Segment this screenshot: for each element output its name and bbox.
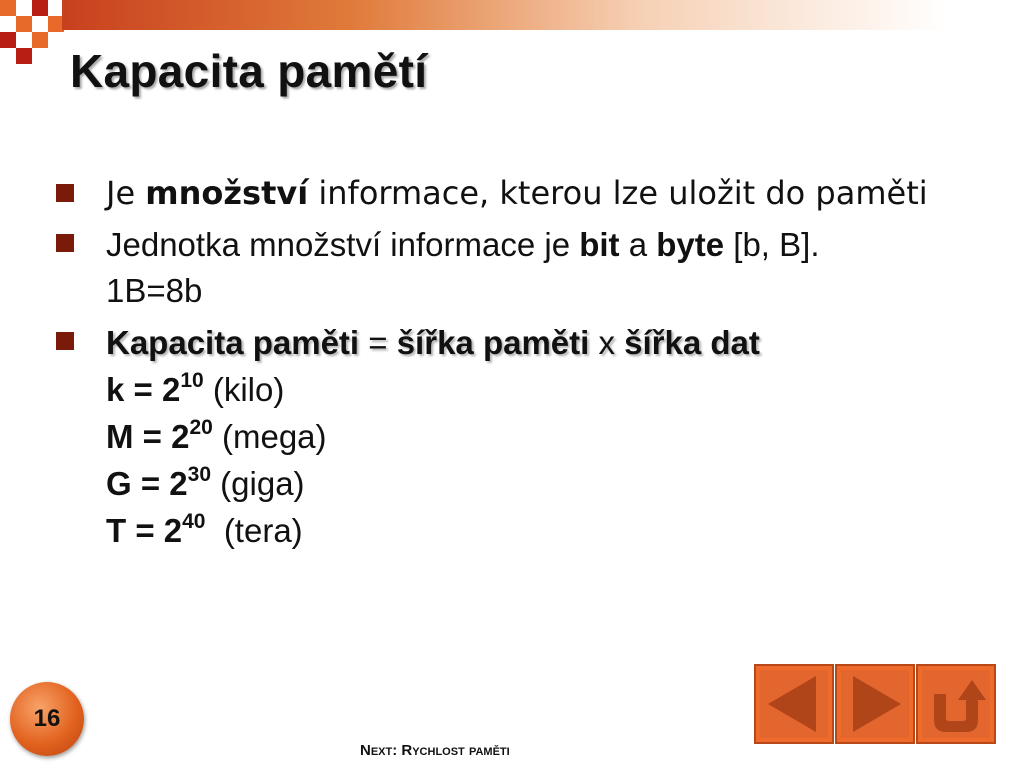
decor-square [16, 48, 32, 64]
unit-line: $G = 2^{30}$ (giga) [106, 463, 305, 502]
triangle-right-icon [835, 664, 915, 744]
return-arrow-icon [916, 664, 996, 744]
decor-square [0, 0, 16, 16]
page-number: 16 [33, 705, 61, 732]
square-bullet-icon [56, 234, 74, 252]
triangle-left-icon [754, 664, 834, 744]
bullet-item [56, 222, 1006, 314]
slide-title: Kapacita pamětí [70, 45, 428, 97]
decor-square [0, 32, 16, 48]
page-number-badge [10, 682, 84, 756]
unit-line: $M = 2^{20}$ (mega) [106, 416, 327, 455]
next-button[interactable] [835, 664, 915, 744]
bullet-item [56, 170, 1006, 216]
square-bullet-icon [56, 332, 74, 350]
decor-square [16, 16, 32, 32]
bullet-item [56, 320, 1006, 554]
slide-content [56, 170, 1006, 560]
unit-line: $T = 2^{40}$ (tera) [106, 510, 303, 549]
decor-square [32, 0, 48, 16]
bullet-text: Je množství informace, kterou lze uložit do paměti [106, 174, 928, 212]
bullet-text: Jednotka množství informace je bit a byte [b, B]. 1B=8b [106, 226, 820, 309]
previous-button[interactable] [754, 664, 834, 744]
next-slide-label: Next: Rychlost paměti [360, 742, 510, 759]
capacity-formula: Kapacita paměti = šířka paměti x šířka dat [106, 324, 760, 361]
square-bullet-icon [56, 184, 74, 202]
header-gradient-bar [62, 0, 1024, 30]
unit-line: $k = 2^{10}$ (kilo) [106, 369, 285, 408]
return-button[interactable] [916, 664, 996, 744]
decor-square [32, 32, 48, 48]
